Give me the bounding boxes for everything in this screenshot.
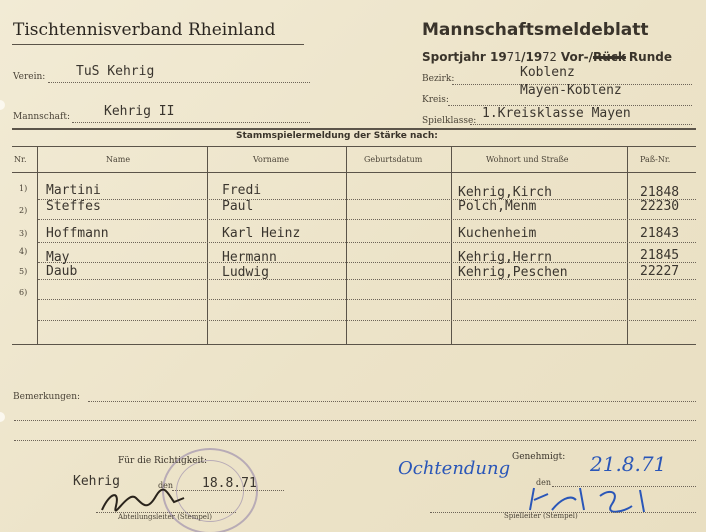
row-number: 3): [19, 229, 28, 238]
header-rule: [12, 172, 696, 173]
season-to: 72: [542, 50, 557, 64]
row-line: [38, 262, 696, 263]
punch-hole: [0, 412, 5, 422]
cell-vorname: Karl Heinz: [222, 226, 301, 241]
approved-label: Genehmigt:: [512, 452, 566, 462]
federation-underline: [12, 44, 304, 45]
cell-pass: 22230: [640, 199, 680, 214]
cell-name: Steffes: [46, 199, 101, 214]
season-line: [422, 50, 672, 64]
col-sep: [207, 147, 208, 345]
approver-signer-label: Spielleiter (Stempel): [504, 512, 578, 520]
certify-den: den: [158, 481, 174, 490]
row-number: 4): [19, 247, 28, 256]
approved-den: den: [536, 478, 552, 487]
col-header-wohnort: Wohnort und Straße: [486, 155, 569, 164]
certify-date: 18.8.71: [202, 476, 257, 491]
remarks-label: Bemerkungen:: [13, 392, 81, 402]
col-header-vorname: Vorname: [253, 155, 289, 164]
form-title: Mannschaftsmeldeblatt: [422, 20, 649, 40]
caption-rule: [12, 146, 696, 147]
club-signer-label: Abteilungsleiter (Stempel): [118, 513, 212, 521]
row-line: [38, 219, 696, 220]
row-number: 2): [19, 206, 28, 215]
cell-wohnort: Kuchenheim: [458, 226, 537, 241]
table-bottom-rule: [12, 344, 696, 345]
cell-vorname: Hermann: [222, 250, 277, 265]
cell-name: Martini: [46, 183, 101, 198]
club-value: TuS Kehrig: [76, 64, 155, 79]
cell-pass: 21848: [640, 185, 680, 200]
district-value: Koblenz: [520, 65, 575, 80]
league-value: 1.Kreisklasse Mayen: [482, 106, 631, 121]
cell-wohnort: Polch,Menm: [458, 199, 537, 214]
cell-vorname: Fredi: [222, 183, 262, 198]
cell-wohnort: Kehrig,Herrn: [458, 250, 552, 265]
approved-place: Ochtendung: [398, 458, 511, 479]
district-label: Bezirk:: [422, 74, 455, 84]
punch-hole: [0, 100, 5, 110]
row-number: 5): [19, 267, 28, 276]
row-number: 1): [19, 184, 28, 193]
cell-wohnort: Kehrig,Peschen: [458, 265, 568, 280]
round-label: Vor-/: [560, 50, 594, 64]
cell-name: Daub: [46, 264, 78, 279]
league-label: Spielklasse:: [422, 116, 477, 126]
team-line: [72, 122, 310, 123]
team-value: Kehrig II: [104, 104, 175, 119]
cell-name: Hoffmann: [46, 226, 109, 241]
league-line: [470, 124, 692, 125]
federation-name: Tischtennisverband Rheinland: [13, 20, 276, 40]
row-line: [38, 320, 696, 321]
col-header-pass: Paß-Nr.: [640, 155, 671, 164]
cell-vorname: Paul: [222, 199, 254, 214]
col-sep: [37, 147, 38, 345]
row-line: [38, 199, 696, 200]
remarks-line: [88, 401, 696, 402]
col-header-nr: Nr.: [14, 155, 27, 164]
col-header-name: Name: [106, 155, 131, 164]
team-label: Mannschaft:: [13, 112, 70, 122]
cell-vorname: Ludwig: [222, 265, 269, 280]
certify-place: Kehrig: [73, 474, 120, 489]
season-prefix: Sportjahr 19: [422, 50, 507, 64]
table-caption: Stammspielermeldung der Stärke nach:: [236, 131, 438, 141]
cell-name: May: [46, 250, 70, 265]
club-line: [48, 82, 310, 83]
cell-pass: 22227: [640, 264, 680, 279]
season-mid: /19: [521, 50, 543, 64]
certify-label: Für die Richtigkeit:: [118, 456, 208, 466]
remarks-line: [14, 440, 696, 441]
circle-value: Mayen-Koblenz: [520, 83, 622, 98]
remarks-line: [14, 420, 696, 421]
circle-label: Kreis:: [422, 95, 449, 105]
cell-pass: 21845: [640, 248, 680, 263]
club-label: Verein:: [13, 72, 46, 82]
cell-pass: 21843: [640, 226, 680, 241]
row-line: [38, 242, 696, 243]
col-sep: [451, 147, 452, 345]
row-number: 6): [19, 288, 28, 297]
col-sep: [346, 147, 347, 345]
cell-wohnort: Kehrig,Kirch: [458, 185, 552, 200]
row-line: [38, 279, 696, 280]
col-sep: [627, 147, 628, 345]
approved-date: 21.8.71: [590, 452, 667, 476]
col-header-geburt: Geburtsdatum: [364, 155, 423, 164]
round-suffix: Runde: [628, 50, 672, 64]
season-from: 71: [506, 50, 522, 64]
row-line: [38, 299, 696, 300]
table-top-rule: [12, 128, 696, 130]
round-struck: Rück: [593, 50, 626, 64]
